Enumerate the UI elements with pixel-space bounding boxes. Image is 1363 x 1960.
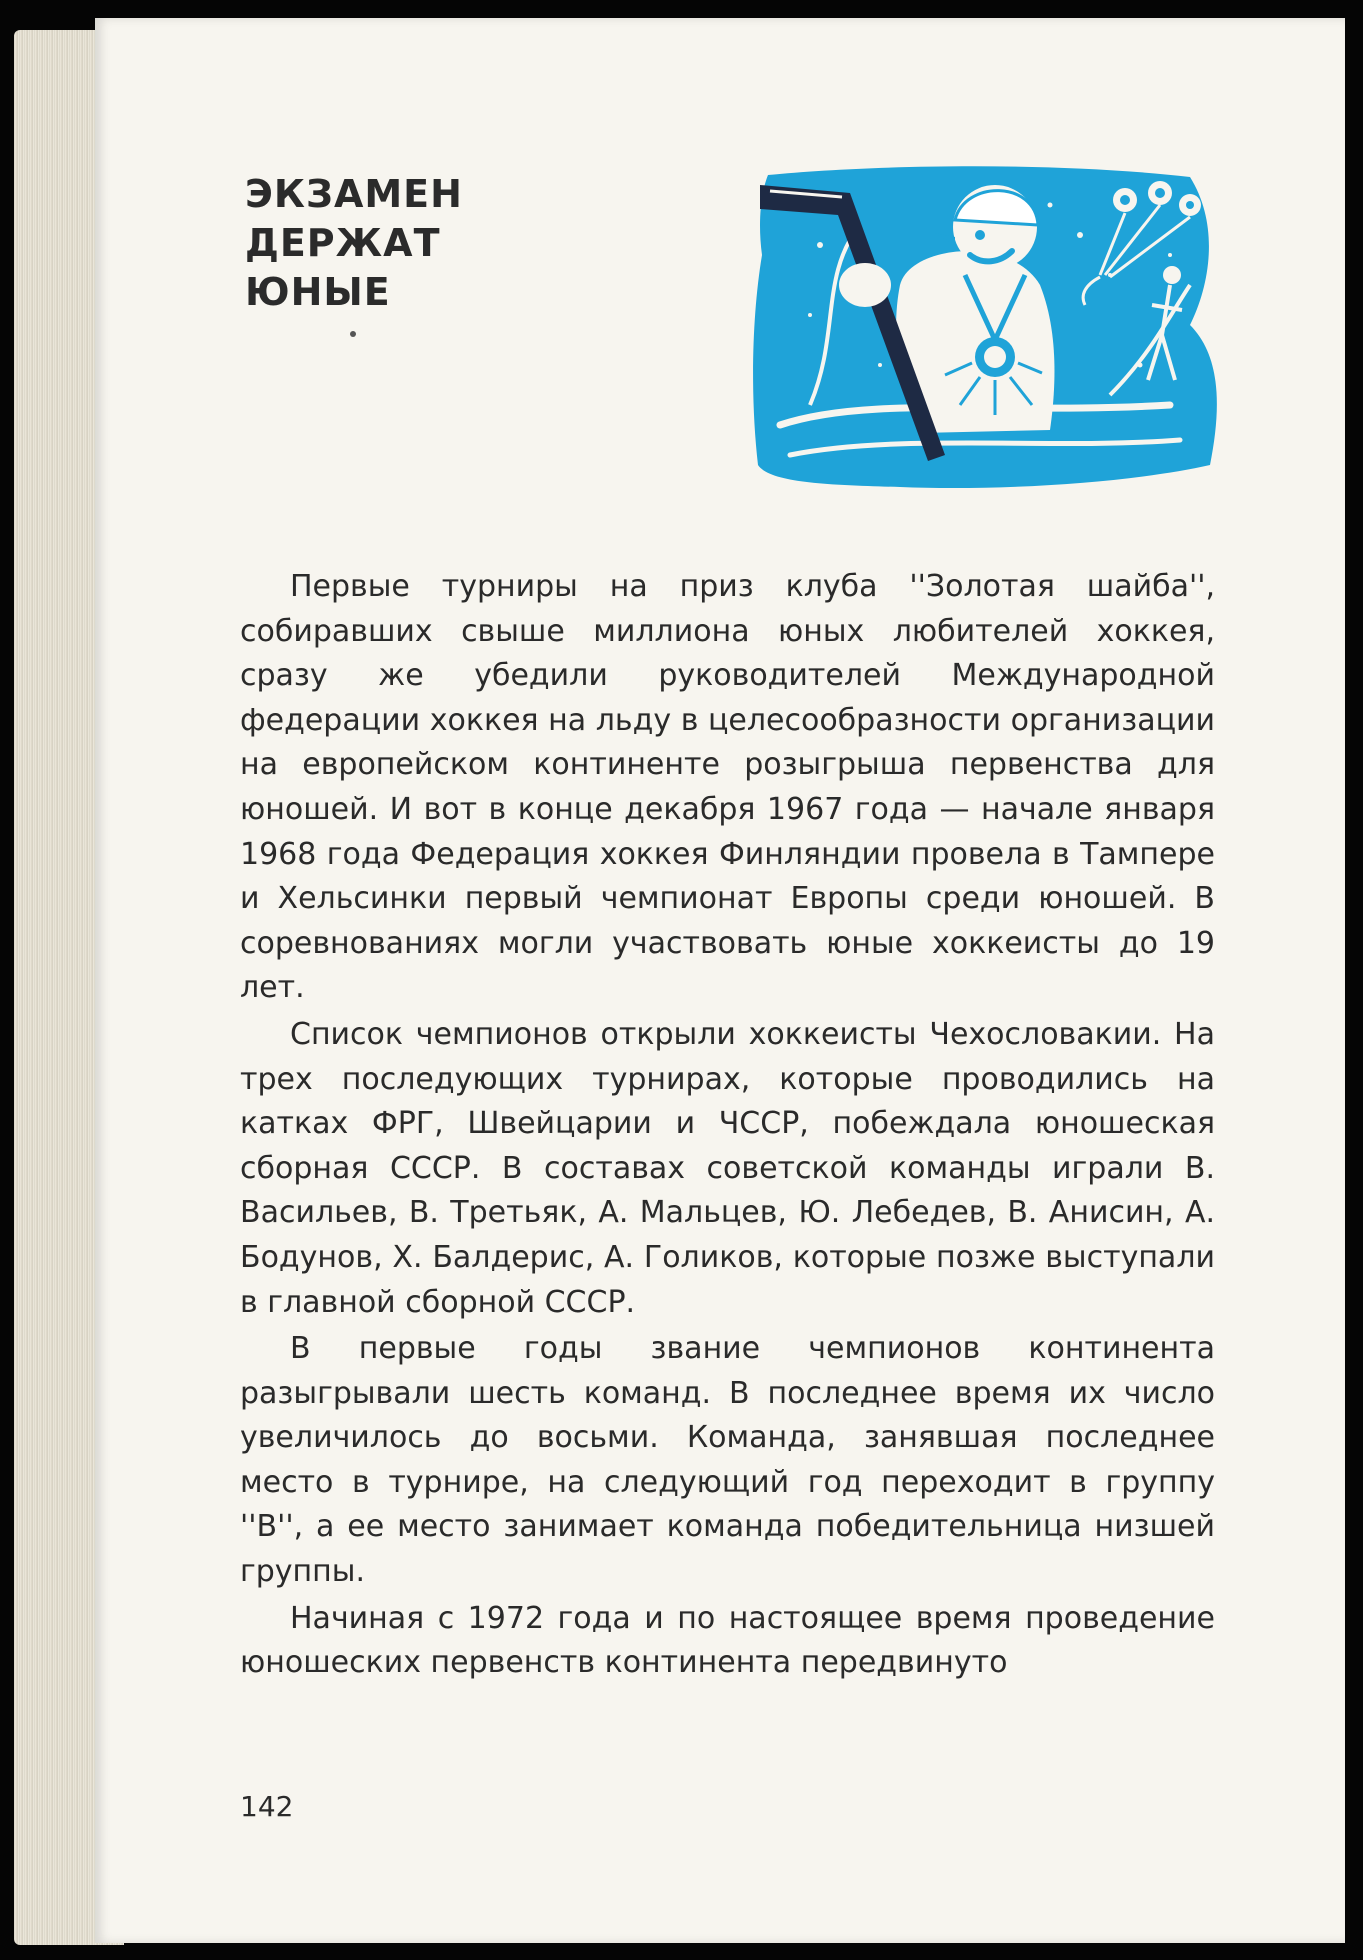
paragraph: Начиная с 1972 года и по настоящее время проведение юношеских первенств континента передвинуто	[240, 1600, 1215, 1681]
title-ornament-dot	[350, 331, 356, 337]
chapter-title	[245, 170, 463, 317]
chapter-title-line: ЮНЫЕ	[245, 270, 391, 314]
paragraph: Первые турниры на приз клуба ''Золотая шайба'', собиравших свыше миллиона юных любителей хоккея, сразу же убедили руководителей Международной федерации хоккея на льду в целесообразности организации на европейском континенте розыгрыша первенства для юношей. И вот в конце декабря 1967 года — начале января 1968 года Федерация хоккея Финляндии провела в Тампере и Хельсинки первый чемпионат Европы среди юношей. В соревнованиях могли участвовать юные хоккеисты до 19 лет.	[240, 569, 1215, 1006]
paragraph: В первые годы звание чемпионов континента разыгрывали шесть команд. В последнее время их число увеличилось до восьми. Команда, занявшая последнее место в турнире, на следующий год переходит в группу ''В'', а ее место занимает команда победительница низшей группы.	[240, 1331, 1215, 1590]
hockey-player-illustration-icon	[750, 165, 1225, 495]
paragraph: Список чемпионов открыли хоккеисты Чехословакии. На трех последующих турнирах, которые проводились на катках ФРГ, Швейцарии и ЧССР, побеждала юношеская сборная СССР. В составах советской команды играли В. Васильев, В. Третьяк, А. Мальцев, Ю. Лебедев, В. Анисин, А. Бодунов, Х. Балдерис, А. Голиков, которые позже выступали в главной сборной СССР.	[240, 1016, 1215, 1320]
chapter-title-line: ДЕРЖАТ	[245, 221, 441, 265]
chapter-title-line: ЭКЗАМЕН	[245, 172, 463, 216]
page-number: 142	[240, 1790, 294, 1823]
body-text	[240, 565, 1215, 1688]
